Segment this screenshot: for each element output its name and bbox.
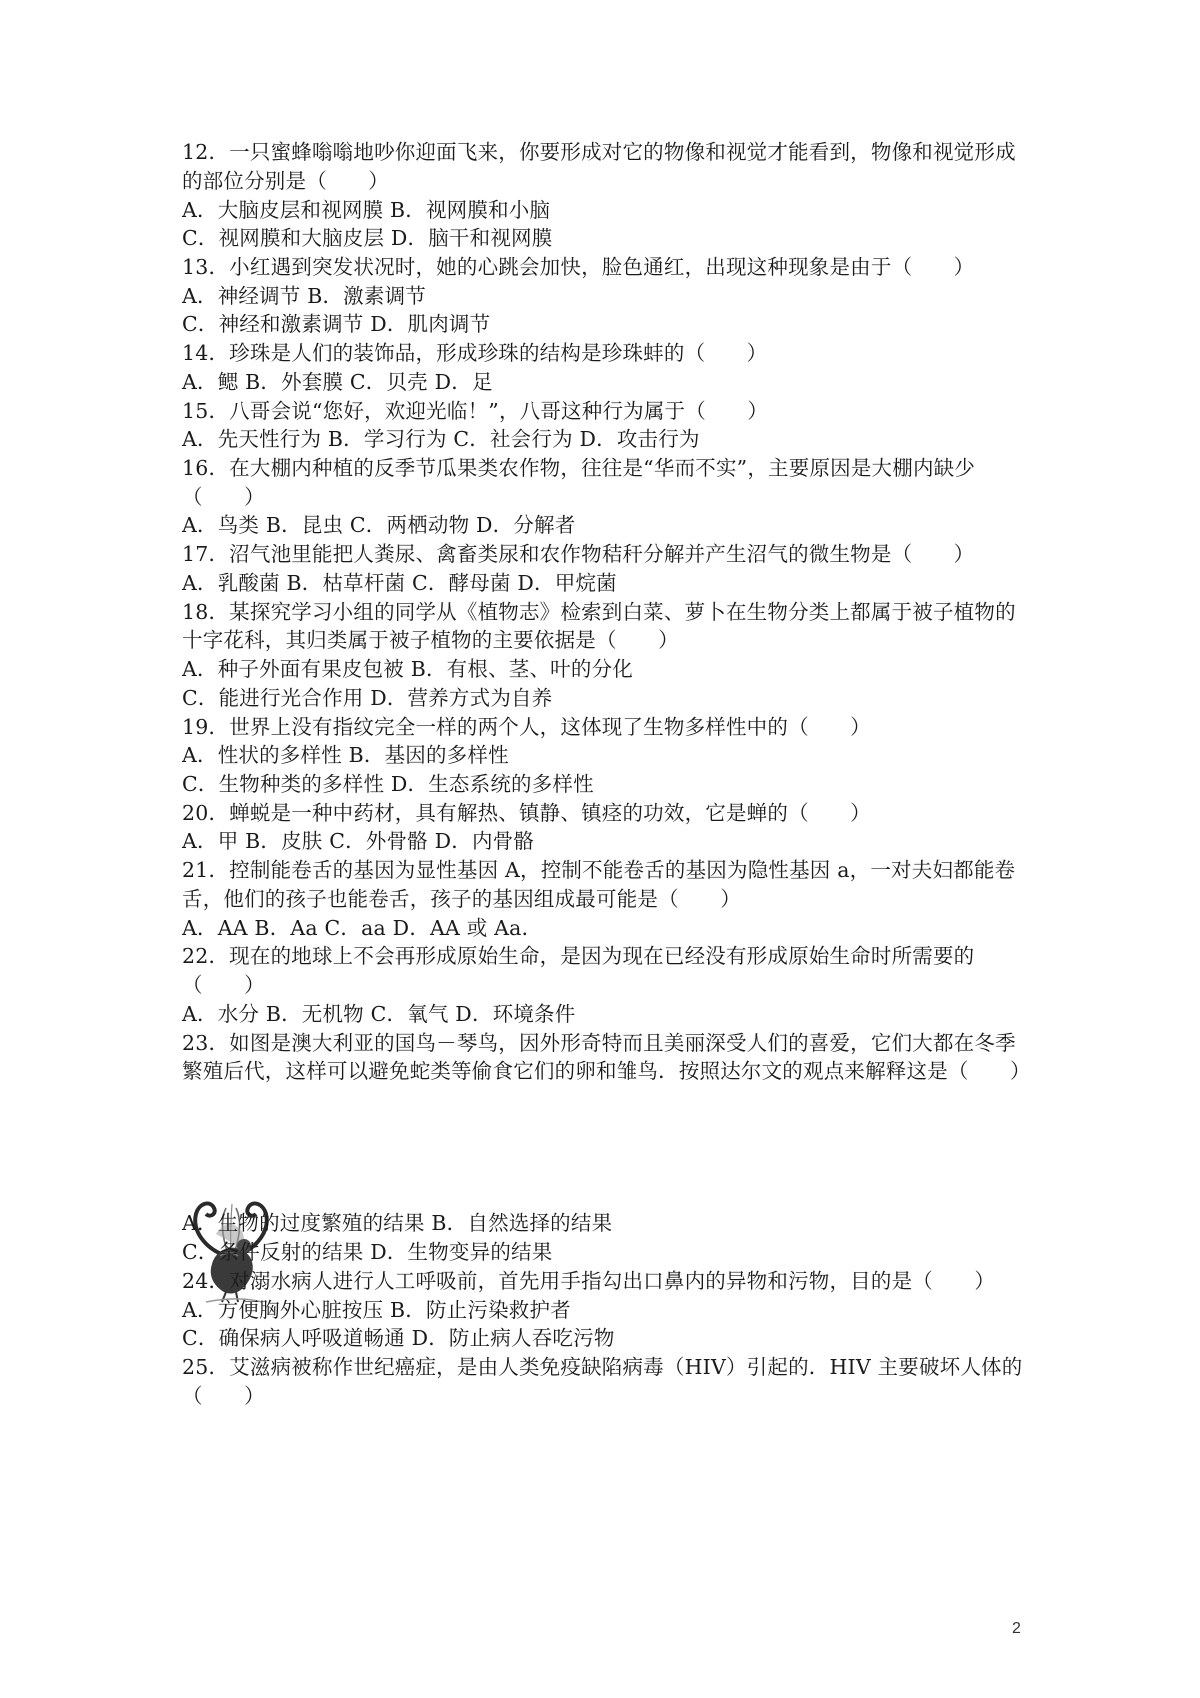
- question-24-options-line-1: A．方便胸外心脏按压 B．防止污染救护者: [182, 1298, 571, 1322]
- question-12-options-line-1: A．大脑皮层和视网膜 B．视网膜和小脑: [182, 198, 551, 222]
- question-18-stem-line-1: 18．某探究学习小组的同学从《植物志》检索到白菜、萝卜在生物分类上都属于被子植物的: [182, 600, 1016, 624]
- question-21-stem-line-1: 21．控制能卷舌的基因为显性基因 A，控制不能卷舌的基因为隐性基因 a，一对夫妇都能卷: [182, 858, 1016, 882]
- question-22-stem-line-2: （ ）: [182, 973, 265, 997]
- question-18-options-line-2: C．能进行光合作用 D．营养方式为自养: [182, 686, 553, 710]
- question-23-options-line-2: C．条件反射的结果 D．生物变异的结果: [182, 1240, 553, 1264]
- question-18-stem-line-2: 十字花科，其归类属于被子植物的主要依据是（ ）: [182, 628, 679, 652]
- question-22-options-line-1: A．水分 B．无机物 C．氧气 D．环境条件: [182, 1002, 576, 1026]
- question-15-options-line-1: A．先天性行为 B．学习行为 C．社会行为 D．攻击行为: [182, 427, 700, 451]
- question-14-options-line-1: A．鳃 B．外套膜 C．贝壳 D．足: [182, 370, 493, 394]
- question-12-stem-line-2: 的部位分别是（ ）: [182, 169, 389, 193]
- question-13-options-line-2: C．神经和激素调节 D．肌肉调节: [182, 312, 491, 336]
- question-25-stem-line-2: （ ）: [182, 1384, 265, 1408]
- question-24-stem-line-1: 24．对溺水病人进行人工呼吸前，首先用手指勾出口鼻内的异物和污物，目的是（ ）: [182, 1269, 996, 1293]
- question-19-options-line-1: A．性状的多样性 B．基因的多样性: [182, 743, 509, 767]
- question-16-stem-line-1: 16．在大棚内种植的反季节瓜果类农作物，往往是“华而不实”，主要原因是大棚内缺少: [182, 456, 976, 480]
- question-20-stem-line-1: 20．蝉蜕是一种中药材，具有解热、镇静、镇痉的功效，它是蝉的（ ）: [182, 801, 871, 825]
- question-21-options-line-1: A．AA B．Aa C．aa D．AA 或 Aa．: [182, 916, 543, 940]
- question-12-options-line-2: C．视网膜和大脑皮层 D．脑干和视网膜: [182, 226, 553, 250]
- question-16-stem-line-2: （ ）: [182, 485, 265, 509]
- question-12-stem-line-1: 12．一只蜜蜂嗡嗡地吵你迎面飞来，你要形成对它的物像和视觉才能看到，物像和视觉形成: [182, 140, 1016, 164]
- question-22-stem-line-1: 22．现在的地球上不会再形成原始生命，是因为现在已经没有形成原始生命时所需要的: [182, 944, 975, 968]
- question-19-options-line-2: C．生物种类的多样性 D．生态系统的多样性: [182, 772, 594, 796]
- question-17-options-line-1: A．乳酸菌 B．枯草杆菌 C．酵母菌 D．甲烷菌: [182, 571, 617, 595]
- question-20-options-line-1: A．甲 B．皮肤 C．外骨骼 D．内骨骼: [182, 829, 535, 853]
- question-18-options-line-1: A．种子外面有果皮包被 B．有根、茎、叶的分化: [182, 657, 633, 681]
- question-15-stem-line-1: 15．八哥会说“您好，欢迎光临！”，八哥这种行为属于（ ）: [182, 399, 769, 423]
- question-23-stem-line-1: 23．如图是澳大利亚的国鸟－琴鸟，因外形奇特而且美丽深受人们的喜爱，它们大都在冬季: [182, 1031, 1016, 1055]
- question-14-stem-line-1: 14．珍珠是人们的装饰品，形成珍珠的结构是珍珠蚌的（ ）: [182, 341, 768, 365]
- page-number: 2: [1012, 1620, 1021, 1637]
- question-23-options-line-1: A．生物的过度繁殖的结果 B．自然选择的结果: [182, 1211, 613, 1235]
- question-23-stem-line-2: 繁殖后代，这样可以避免蛇类等偷食它们的卵和雏鸟．按照达尔文的观点来解释这是（ ）: [182, 1059, 1031, 1083]
- question-16-options-line-1: A．鸟类 B．昆虫 C．两栖动物 D．分解者: [182, 513, 576, 537]
- question-17-stem-line-1: 17．沼气池里能把人粪尿、禽畜类尿和农作物秸秆分解并产生沼气的微生物是（ ）: [182, 542, 975, 566]
- question-24-options-line-2: C．确保病人呼吸道畅通 D．防止病人吞吃污物: [182, 1326, 615, 1350]
- question-13-stem-line-1: 13．小红遇到突发状况时，她的心跳会加快，脸色通红，出现这种现象是由于（ ）: [182, 255, 975, 279]
- question-21-stem-line-2: 舌，他们的孩子也能卷舌，孩子的基因组成最可能是（ ）: [182, 887, 741, 911]
- question-19-stem-line-1: 19．世界上没有指纹完全一样的两个人，这体现了生物多样性中的（ ）: [182, 715, 871, 739]
- question-13-options-line-1: A．神经调节 B．激素调节: [182, 284, 426, 308]
- question-25-stem-line-1: 25．艾滋病被称作世纪癌症，是由人类免疫缺陷病毒（HIV）引起的．HIV 主要破坏人体的: [182, 1355, 1023, 1379]
